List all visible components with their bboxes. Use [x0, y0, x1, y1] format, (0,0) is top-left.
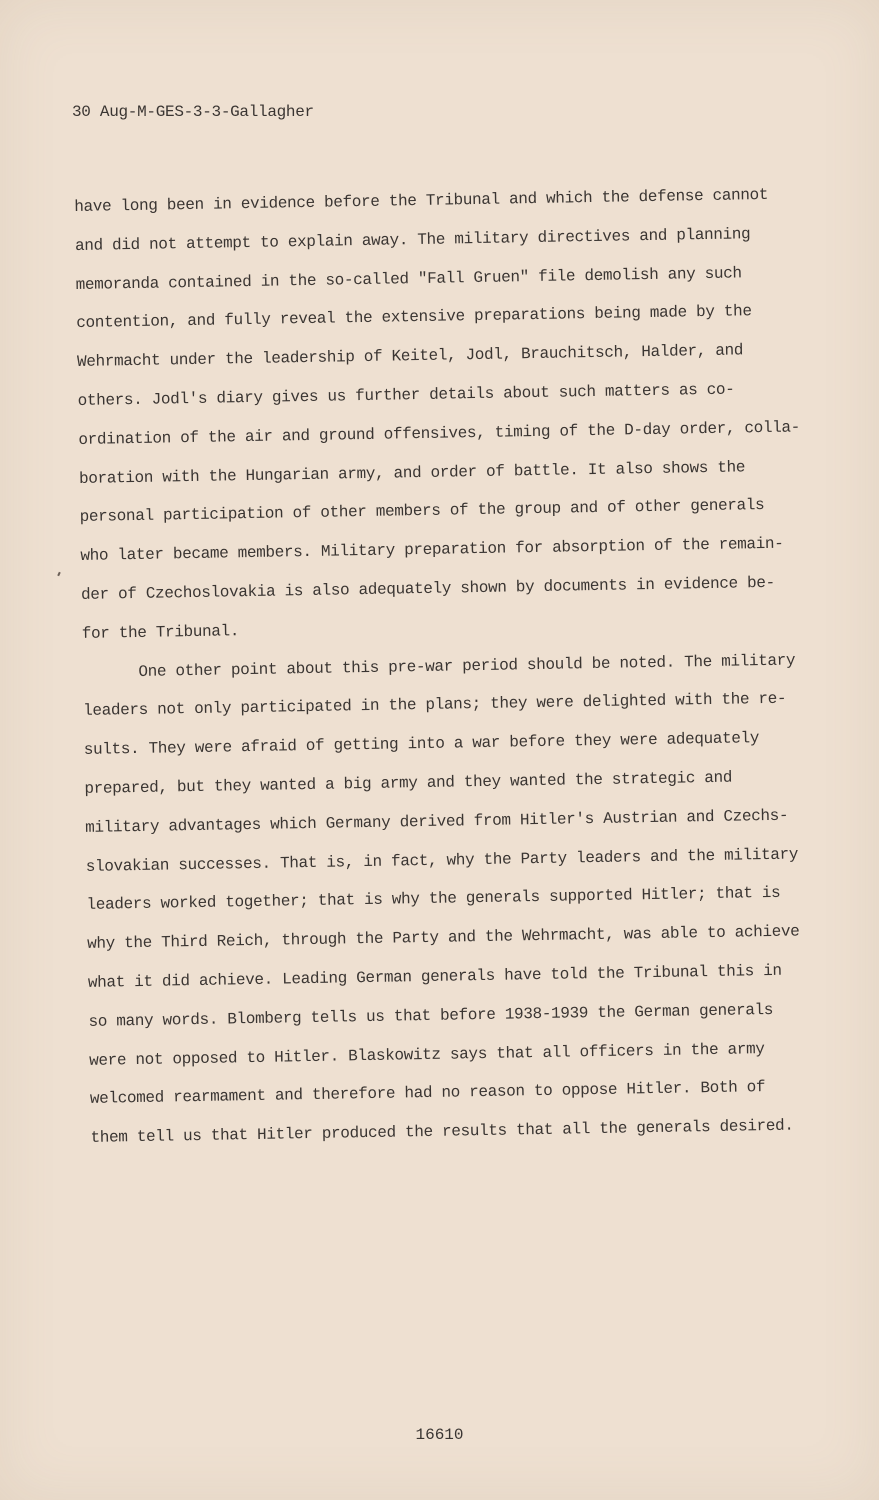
text-line: welcomed rearmament and therefore had no reason to oppose Hitler. Both of	[89, 1078, 766, 1109]
text-line: prepared, but they wanted a big army and they wanted the strategic and	[84, 768, 733, 798]
text-line: sults. They were afraid of getting into a war before they were adequately	[83, 729, 760, 760]
text-line: contention, and fully reveal the extensive preparations being made by the	[76, 302, 752, 333]
text-line: leaders worked together; that is why the generals supported Hitler; that is	[86, 884, 781, 915]
text-line: boration with the Hungarian army, and order of battle. It also shows the	[78, 457, 746, 488]
text-line: why the Third Reich, through the Party and the Wehrmacht, was able to achieve	[87, 922, 800, 954]
document-header: 30 Aug-M-GES-3-3-Gallagher	[72, 103, 314, 121]
text-line: personal participation of other members of the group and of other generals	[79, 496, 765, 527]
text-line: memoranda contained in the so-called "Fall Gruen" file demolish any such	[75, 263, 742, 294]
text-line: slovakian successes. That is, in fact, why the Party leaders and the military	[85, 845, 799, 876]
text-line: were not opposed to Hitler. Blaskowitz says that all officers in the army	[89, 1039, 765, 1070]
text-line: and did not attempt to explain away. The military directives and planning	[74, 225, 751, 255]
text-line: der of Czechoslovakia is also adequately shown by documents in evidence be-	[80, 573, 776, 604]
text-line-paragraph-start: One other point about this pre-war period should be noted. The military	[138, 651, 796, 681]
text-line: for the Tribunal.	[81, 621, 240, 643]
text-line: them tell us that Hitler produced the results that all the generals desired.	[90, 1116, 794, 1147]
text-line: military advantages which Germany derived from Hitler's Austrian and Czechs-	[85, 806, 789, 837]
text-line: leaders not only participated in the plans; they were delighted with the re-	[82, 690, 787, 721]
text-line: ordination of the air and ground offensives, timing of the D-day order, colla-	[78, 418, 801, 449]
document-body	[74, 175, 851, 1158]
page-number: 16610	[415, 1426, 464, 1444]
text-line: others. Jodl's diary gives us further details about such matters as co-	[77, 380, 735, 410]
text-line: so many words. Blomberg tells us that before 1938-1939 the German generals	[88, 1000, 774, 1031]
text-line: have long been in evidence before the Tribunal and which the defense cannot	[74, 185, 769, 216]
text-line: Wehrmacht under the leadership of Keitel, Jodl, Brauchitsch, Halder, and	[76, 341, 744, 372]
margin-mark	[57, 572, 61, 576]
text-line: what it did achieve. Leading German generals have told the Tribunal this in	[87, 961, 782, 992]
text-line: who later became members. Military preparation for absorption of the remain-	[80, 534, 784, 566]
